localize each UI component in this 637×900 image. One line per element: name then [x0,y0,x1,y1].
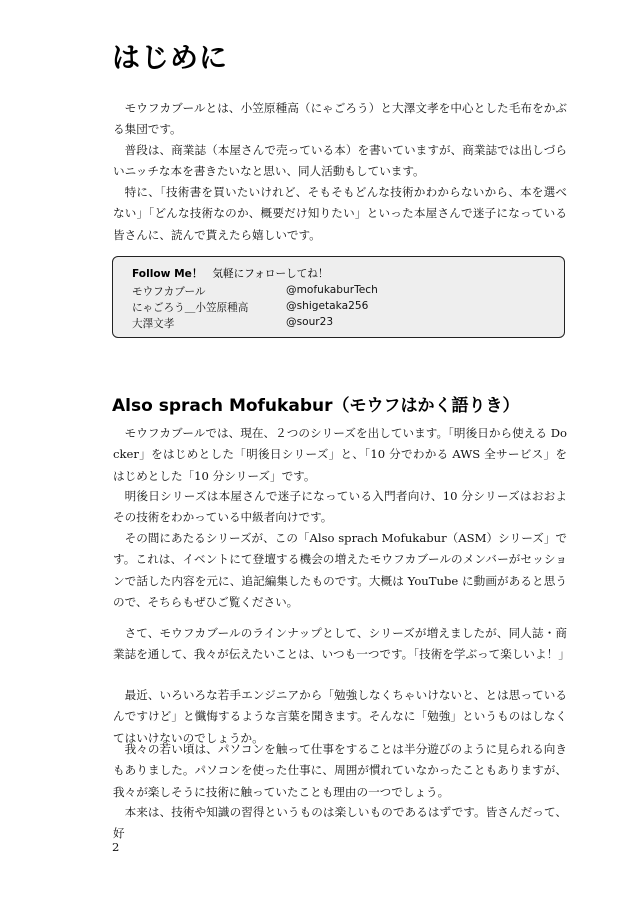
section-paragraph-6: 我々の若い頃は、パソコンを触って仕事をすることは半分遊びのように見られる向きもありました。パソコンを使った仕事に、周囲が慣れていなかったこともありますが、我々が楽しそうに技術に触っていたことも理由の一つでしょう。 [113,742,567,799]
follow-me-box [112,256,565,338]
member-handle: @mofukaburTech [286,284,378,296]
section-paragraph-2: 明後日シリーズは本屋さんで迷子になっている入門者向け、10 分シリーズはおおよその技術をわかっている中級者向けです。 [113,489,567,525]
page-number: 2 [112,840,120,854]
member-name: 大澤文孝 [132,318,175,330]
member-handle: @sour23 [286,316,334,328]
follow-me-text: 気軽にフォローしてね！ [212,268,329,280]
member-handle: @shigetaka256 [286,300,369,312]
section-paragraph-4: さて、モウフカブールのラインナップとして、シリーズが増えましたが、同人誌・商業誌を通して、我々が伝えたいことは、いつも一つです。「技術を学ぶって楽しいよ！」 [113,626,570,662]
intro-paragraph-2: 普段は、商業誌（本屋さんで売っている本）を書いていますが、商業誌では出しづらいニッチな本を書きたいなと思い、同人活動もしています。 [113,143,567,179]
member-name: モウフカブール [132,286,206,298]
section-paragraph-5: 最近、いろいろな若手エンジニアから「勉強しなくちゃいけないと、とは思っているんですけど」と懺悔するような言葉を聞きます。そんなに「勉強」というものはしなくてはいけないのでしょうか。 [113,688,567,745]
section-paragraph-1: モウフカブールでは、現在、２つのシリーズを出しています。「明後日から使える Docker」をはじめとした「明後日シリーズ」と、「10 分でわかる AWS 全サービス」をはじめとした「10 分シリーズ」です。 [113,426,567,483]
follow-me-label: Follow Me！ [132,268,203,280]
intro-paragraph-3: 特に、「技術書を買いたいけれど、そもそもどんな技術かわからないから、本を選べない」「どんな技術なのか、概要だけ知りたい」といった本屋さんで迷子になっている皆さんに、読んで貰えたら嬉しいです。 [113,185,567,242]
section-paragraph-3: その間にあたるシリーズが、この「Also sprach Mofukabur（ASM）シリーズ」です。これは、イベントにて登壇する機会の増えたモウフカブールのメンバーがセッションで話した内容を元に、追記編集したものです。大概は YouTube に動画があると思うので、そちらもぜひご覧ください。 [113,531,568,609]
section-title: Also sprach Mofukabur（モウフはかく語りき） [112,396,520,416]
page-heading: はじめに [112,41,229,74]
section-paragraph-7: 本来は、技術や知識の習得というものは楽しいものであるはずです。皆さんだって、好 [113,805,567,841]
intro-paragraph-1: モウフカブールとは、小笠原種高（にゃごろう）と大澤文孝を中心とした毛布をかぶる集団です。 [113,101,567,137]
follow-me-header [132,266,328,281]
member-name: にゃごろう＿小笠原種高 [132,302,249,314]
